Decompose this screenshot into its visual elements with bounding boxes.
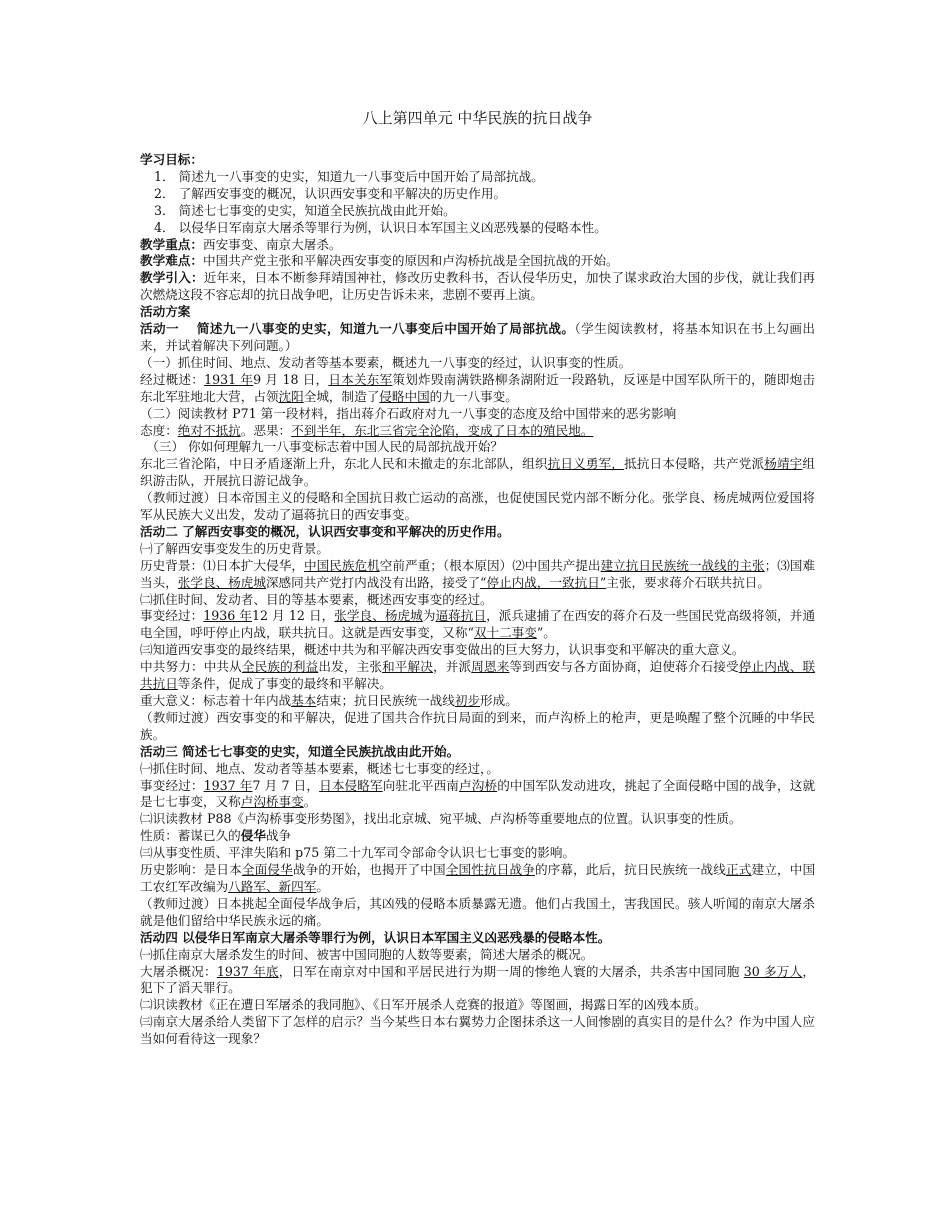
answer	[140, 693, 815, 710]
question: （三） 你如何理解九一八事变标志着中国人民的局部抗战开始？	[140, 439, 503, 455]
difficulty	[140, 253, 815, 270]
answer-text: ，派兵逮捕了在西安的蒋介石及一些国民党高级将领，并通电全国，呼吁停止内战，联共抗日。这就是西安事变，又称“	[140, 608, 816, 641]
key-term: 全民族的利益	[241, 659, 319, 675]
key-term: 中国民族危机	[304, 557, 380, 573]
activity-note: （学生阅读教材，将基本知识在书上勾画出来，并试着解决下列问题。）	[140, 321, 815, 353]
teacher-transition: （教师过渡）西安事变的和平解决，促进了国共合作抗日局面的到来，而卢沟桥上的枪声，更是唤醒了整个沉睡的中华民族。	[140, 709, 815, 742]
answer-text: 的序幕，此后，抗日民族统一战线	[534, 862, 727, 878]
answer-text: 等到西安与各方面协商，迫使蒋介石接受	[509, 659, 739, 675]
answer-text: 经过概述：	[140, 371, 205, 387]
question: ㈢南京大屠杀给人类留下了怎样的启示？当今某些日本右翼势力企图抹杀这一人间惨剧的真实目的是什么？作为中国人应当如何看待这一现象？	[140, 1014, 815, 1047]
answer-text: 东北三省沦陷，中日矛盾逐渐上升，东北人民和未撤走的东北部队，组织	[140, 456, 548, 472]
answer-text: 。	[303, 794, 317, 810]
answer-text: ，日军在南京对中国和平居民进行为期一周的惨绝人寰的大屠杀，共杀害中国同胞	[278, 963, 744, 979]
activity-3	[140, 744, 815, 930]
key-term: 绝对不抵抗	[177, 422, 241, 438]
key-term: 杨靖宇	[764, 456, 803, 472]
answer-text: 战争	[265, 828, 292, 844]
key-term: 建立抗日民族统一战线的主张	[600, 557, 765, 573]
answer-text: 为	[422, 608, 436, 624]
answer-text: 建立，中国工农红军改编为	[140, 862, 816, 894]
teacher-transition: （教师过渡）日本挑起全面侵华战争后，其凶残的侵略本质暴露无遗。他们占我国土，害我国民。骇人听闻的南京大屠杀就是他们留给中华民族永远的痛。	[140, 895, 815, 928]
answer-text: 主张，要求蒋介石联共抗日。	[606, 574, 770, 590]
activity-title: 活动二 了解西安事变的概况，认识西安事变和平解决的历史作用。	[140, 523, 510, 539]
answer-text: 大屠杀概况：	[140, 963, 217, 979]
answer-text: 历史影响：是日本	[140, 862, 242, 878]
answer-text: 空前严重；（根本原因）⑵中国共产提出	[379, 557, 601, 573]
answer-text: 中共努力：中共从	[140, 659, 242, 675]
key-term: 1936 年	[203, 608, 253, 624]
key-term: 初步	[454, 693, 481, 708]
activity-title: 活动四 以侵华日军南京大屠杀等罪行为例，认识日本军国主义凶恶残暴的侵略本性。	[140, 929, 611, 945]
intro	[140, 270, 815, 304]
answer-text: 重大意义：标志着十年内战	[140, 693, 292, 708]
answer-text: 全城，制造了	[303, 388, 380, 404]
question: ㈠了解西安事变发生的历史背景。	[140, 540, 329, 556]
question: （一）抓住时间、地点、发动者等基本要素，概述九一八事变的经过，认识事变的性质。	[140, 354, 632, 370]
goal-item: 1． 简述九一八事变的史实，知道九一八事变后中国开始了局部抗战。	[154, 168, 544, 184]
key-term: 全面侵华	[241, 862, 293, 878]
answer-text: 向驻北平西南	[382, 777, 460, 793]
activity-heading	[140, 321, 815, 355]
question: （二）阅读教材 P71 第一段材料，指出蒋介石政府对九一八事变的态度及给中国带来的恶劣影响	[140, 405, 677, 421]
answer-text: 9 月 18 日，	[253, 371, 329, 387]
answer-text: 策划炸毁南满铁路柳条湖附近一段路轨，反诬是中国军队所干的，随即炮击东北军驻地北大营，占领	[140, 371, 816, 404]
answer-text: 历史背景：⑴日本扩大侵华，	[140, 557, 305, 573]
question: ㈢从事变性质、平津失陷和 p75 第二十九军司令部命令认识七七事变的影响。	[140, 845, 576, 861]
answer	[140, 659, 815, 693]
answer-text: ；⑶国难当头，	[140, 557, 816, 590]
key-term: 张学良、杨虎城	[334, 608, 423, 624]
page-title: 八上第四单元 中华民族的抗日战争	[362, 109, 593, 127]
key-term: 和平解决	[382, 659, 434, 675]
answer-text: 7 月 7 日，	[252, 777, 320, 793]
plan-label: 活动方案	[140, 304, 191, 320]
answer-text: 组织游击队，开展抗日游记战争。	[140, 456, 816, 489]
answer	[140, 423, 815, 440]
key-term: 全国性抗日战争	[445, 862, 535, 878]
answer-text: ，犯下了滔天罪行。	[140, 963, 816, 996]
key-term: 1937 年底	[216, 963, 279, 979]
question: ㈡识读教材《正在遭日军屠杀的我同胞》、《日军开展杀人竞赛的报道》等图画，揭露日军的凶残本质。	[140, 997, 707, 1013]
difficulty-text: 中国共产党主张和平解决西安事变的原因和卢沟桥抗战是全国抗战的开始。	[202, 253, 619, 269]
key-term: 正式	[726, 862, 752, 878]
answer-text: ，并派	[433, 659, 472, 675]
key-term: 双十二事变	[473, 625, 537, 641]
answer	[140, 964, 815, 998]
answer-text: 抵抗日本侵略，共产党派	[624, 456, 765, 472]
answer-text: 。恶果：	[240, 422, 292, 438]
activity-2	[140, 524, 815, 744]
question: ㈢知道西安事变的最终结果，概述中共为和平解决西安事变做出的巨大努力，认识事变和平解决的重大意义。	[140, 642, 745, 658]
answer-text: 形成。	[480, 693, 518, 708]
key-point-label: 教学重点：	[140, 236, 203, 252]
teacher-transition: （教师过渡）日本帝国主义的侵略和全国抗日救亡运动的高涨，也促使国民党内部不断分化。张学良、杨虎城两位爱国将军从民族大义出发，发动了逼蒋抗日的西安事变。	[140, 490, 815, 523]
difficulty-label: 教学难点：	[140, 253, 203, 269]
goal-item: 2． 了解西安事变的概况，认识西安事变和平解决的历史作用。	[154, 185, 507, 201]
intro-label: 教学引入：	[140, 270, 204, 286]
answer-text: 性质：蓄谋已久的	[140, 828, 241, 844]
learning-goals	[140, 152, 815, 237]
question: ㈠抓住时间、地点、发动者等基本要素，概述七七事变的经过，。	[140, 760, 499, 776]
answer-text: 事变经过：	[140, 777, 204, 793]
document-page	[140, 108, 815, 1048]
answer-text: 。	[316, 878, 329, 894]
key-term: 日本侵略军	[319, 777, 383, 793]
answer-text: 的九一八事变。	[429, 388, 518, 404]
goal-item: 4． 以侵华日军南京大屠杀等罪行为例，认识日本军国主义凶恶残暴的侵略本性。	[154, 219, 607, 235]
answer	[140, 862, 815, 896]
answer-text: 出发，主张	[318, 659, 383, 675]
key-term: 卢沟桥事变	[240, 794, 304, 810]
key-point	[140, 237, 815, 254]
answer	[140, 608, 815, 642]
key-term: 日本关东军	[328, 371, 393, 387]
key-term: 侵华	[240, 828, 266, 844]
key-term: 逼蒋抗日	[435, 608, 487, 624]
key-term: 卢沟桥	[459, 777, 498, 793]
answer-text: ”。	[536, 625, 556, 641]
answer-text: 12 月 12 日，	[252, 608, 335, 624]
goals-label: 学习目标：	[140, 152, 203, 167]
key-term: 1931 年	[204, 371, 254, 387]
key-term: 侵略中国	[379, 388, 430, 404]
question: ㈡识读教材 P88《卢沟桥事变形势图》，找出北京城、宛平城、卢沟桥等重要地点的位置。认识事变的性质。	[140, 811, 742, 827]
answer	[140, 778, 815, 812]
activity-title: 活动一 简述九一八事变的史实，知道九一八事变后中国开始了局部抗战。	[140, 321, 575, 337]
answer-text: 事变经过：	[140, 608, 204, 624]
answer	[140, 372, 815, 406]
key-term: 周恩来	[471, 659, 510, 675]
key-term: 抗日义勇军，	[547, 456, 625, 472]
activity-1	[140, 321, 815, 524]
key-term: 30 多万人	[743, 963, 803, 979]
answer-text: 等条件，促成了事变的最终和平解决。	[177, 676, 392, 692]
key-term: 张学良、杨虎城	[177, 574, 266, 590]
question: ㈡抓住时间、发动者、目的等基本要素，概述西安事变的经过。	[140, 591, 493, 607]
key-term: 1937 年	[203, 777, 253, 793]
answer	[140, 558, 815, 592]
key-term: 停止内战、联共抗日	[140, 659, 816, 692]
answer-text: 结束；抗日民族统一战线	[316, 693, 455, 708]
key-term: “停止内战，一致抗日”	[480, 574, 607, 590]
key-term: 不到半年，东北三省完全沦陷，变成了日本的殖民地。	[291, 422, 594, 438]
key-term: 沈阳	[278, 388, 304, 404]
answer	[140, 456, 815, 490]
answer-text: 深感同共产党打内战没有出路，接受了	[265, 574, 481, 590]
activity-4	[140, 930, 815, 1048]
intro-text: 近年来，日本不断参拜靖国神社，修改历史教科书，否认侵华历史，加快了谋求政治大国的步伐，就让我们再次燃烧这段不容忘却的抗日战争吧，让历史告诉未来，悲剧不要再上演。	[140, 270, 816, 303]
answer	[140, 828, 815, 845]
key-term: 八路军、新四军	[228, 878, 317, 894]
answer-text: 战争的开始，也揭开了中国	[292, 862, 446, 878]
answer-text: 态度：	[140, 422, 178, 438]
activity-title: 活动三 简述七七事变的史实，知道全民族抗战由此开始。	[140, 743, 460, 759]
key-point-text: 西安事变、南京大屠杀。	[202, 236, 342, 252]
question: ㈠抓住南京大屠杀发生的时间、被害中国同胞的人数等要素，简述大屠杀的概况。	[140, 946, 594, 962]
key-term: 基本	[291, 693, 317, 708]
goal-item: 3． 简述七七事变的史实，知道全民族抗战由此开始。	[154, 202, 456, 218]
answer-text: 的中国军队发动进攻，挑起了全面侵略中国的战争，这就是七七事变，又称	[140, 777, 816, 810]
